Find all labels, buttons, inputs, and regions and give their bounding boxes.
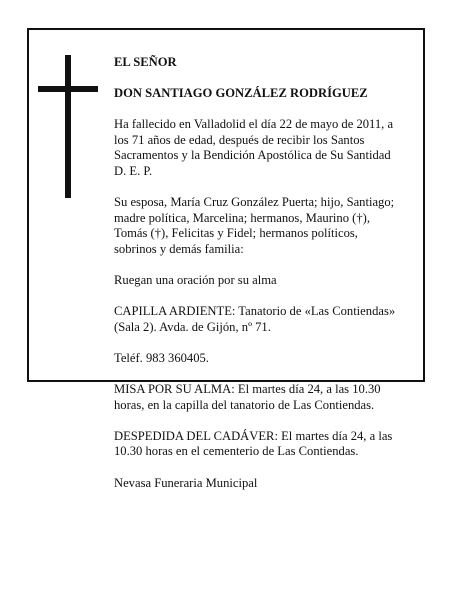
deceased-name: DON SANTIAGO GONZÁLEZ RODRÍGUEZ	[114, 85, 368, 100]
family-list: Su esposa, María Cruz González Puerta; hijo, Santiago; madre política, Marcelina; hermanos, Maurino (†), Tomás (†), Felicitas y Fidel; hermanos políticos, sobrinos y demás familia:	[114, 194, 395, 256]
death-announcement: Ha fallecido en Valladolid el día 22 de mayo de 2011, a los 71 años de edad, después de recibir los Santos Sacramentos y la Bendición Apostólica de Su Santidad D. E. P.	[114, 116, 394, 178]
header-title: EL SEÑOR	[114, 54, 177, 69]
obituary-text	[114, 39, 426, 507]
cross-horizontal-bar	[38, 86, 98, 92]
cross-vertical-bar	[65, 55, 71, 198]
farewell-info: DESPEDIDA DEL CADÁVER: El martes día 24, a las 10.30 horas en el cementerio de Las Contiendas.	[114, 428, 393, 459]
chapel-info: CAPILLA ARDIENTE: Tanatorio de «Las Contiendas» (Sala 2). Avda. de Gijón, nº 71.	[114, 304, 396, 334]
mass-info: MISA POR SU ALMA: El martes día 24, a las 10.30 horas, en la capilla del tanatorio de Las Contiendas.	[114, 382, 381, 412]
funeral-home: Nevasa Funeraria Municipal	[114, 475, 258, 490]
prayer-request: Ruegan una oración por su alma	[114, 272, 277, 287]
phone-number: Teléf. 983 360405.	[114, 350, 209, 365]
cross-icon	[38, 55, 98, 198]
